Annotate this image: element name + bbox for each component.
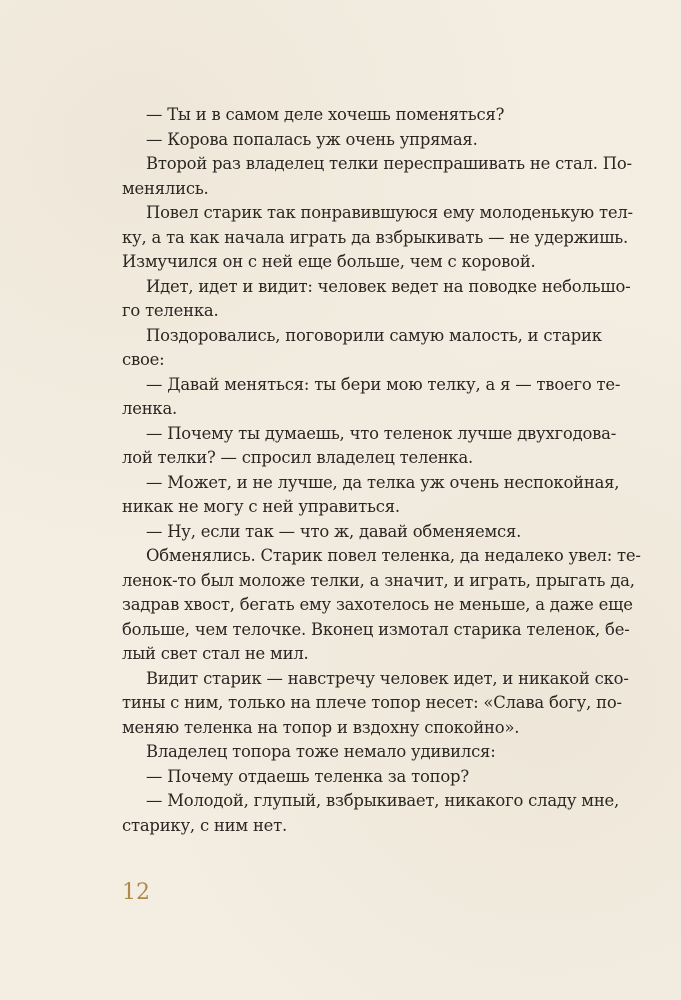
text-line: Измучился он с ней еще больше, чем с коровой. <box>122 252 536 271</box>
text-line: го теленка. <box>122 301 219 320</box>
text-line: — Ну, если так — что ж, давай обменяемся. <box>146 521 522 541</box>
text-line: ленка. <box>122 399 178 418</box>
text-line: Идет, идет и видит: человек ведет на поводке небольшо- <box>146 276 631 296</box>
text-line: задрав хвост, бегать ему захотелось не меньше, а даже еще <box>122 595 633 614</box>
page-number: 12 <box>122 880 150 905</box>
text-line: никак не могу с ней управиться. <box>122 497 400 516</box>
text-line: Второй раз владелец телки переспрашивать не стал. По- <box>146 154 632 173</box>
text-line: — Может, и не лучше, да телка уж очень неспокойная, <box>146 472 620 492</box>
text-line: тины с ним, только на плече топор несет: «Слава богу, по- <box>122 693 622 712</box>
text-line: лой телки? — спросил владелец теленка. <box>122 448 474 467</box>
text-line: — Ты и в самом деле хочешь поменяться? <box>146 105 505 124</box>
text-line: старику, с ним нет. <box>122 815 288 835</box>
text-line: Обменялись. Старик повел теленка, да недалеко увел: те- <box>146 546 641 565</box>
text-line: Видит старик — навстречу человек идет, и никакой ско- <box>146 668 629 688</box>
text-line: свое: <box>122 350 165 369</box>
text-line: меняю теленка на топор и вздохну спокойно». <box>122 717 520 737</box>
text-line: Повел старик так понравившуюся ему молоденькую тел- <box>146 203 633 222</box>
text-line: — Корова попалась уж очень упрямая. <box>146 129 478 149</box>
text-line: больше, чем телочке. Вконец измотал старика теленок, бе- <box>122 619 630 639</box>
text-line: Поздоровались, поговорили самую малость, и старик <box>146 325 602 345</box>
body-text <box>122 103 641 838</box>
text-line: — Молодой, глупый, взбрыкивает, никакого сладу мне, <box>146 791 620 810</box>
text-line: лый свет стал не мил. <box>122 644 309 663</box>
text-line: — Давай меняться: ты бери мою телку, а я — твоего те- <box>146 374 621 394</box>
text-line: ку, а та как начала играть да взбрыкивать — не удержишь. <box>122 227 629 247</box>
text-line: — Почему отдаешь теленка за топор? <box>146 766 469 786</box>
text-line: ленок-то был моложе телки, а значит, и играть, прыгать да, <box>122 570 635 590</box>
text-line: — Почему ты думаешь, что теленок лучше двухгодова- <box>146 423 617 443</box>
text-line: менялись. <box>122 178 209 198</box>
text-line: Владелец топора тоже немало удивился: <box>146 742 496 761</box>
